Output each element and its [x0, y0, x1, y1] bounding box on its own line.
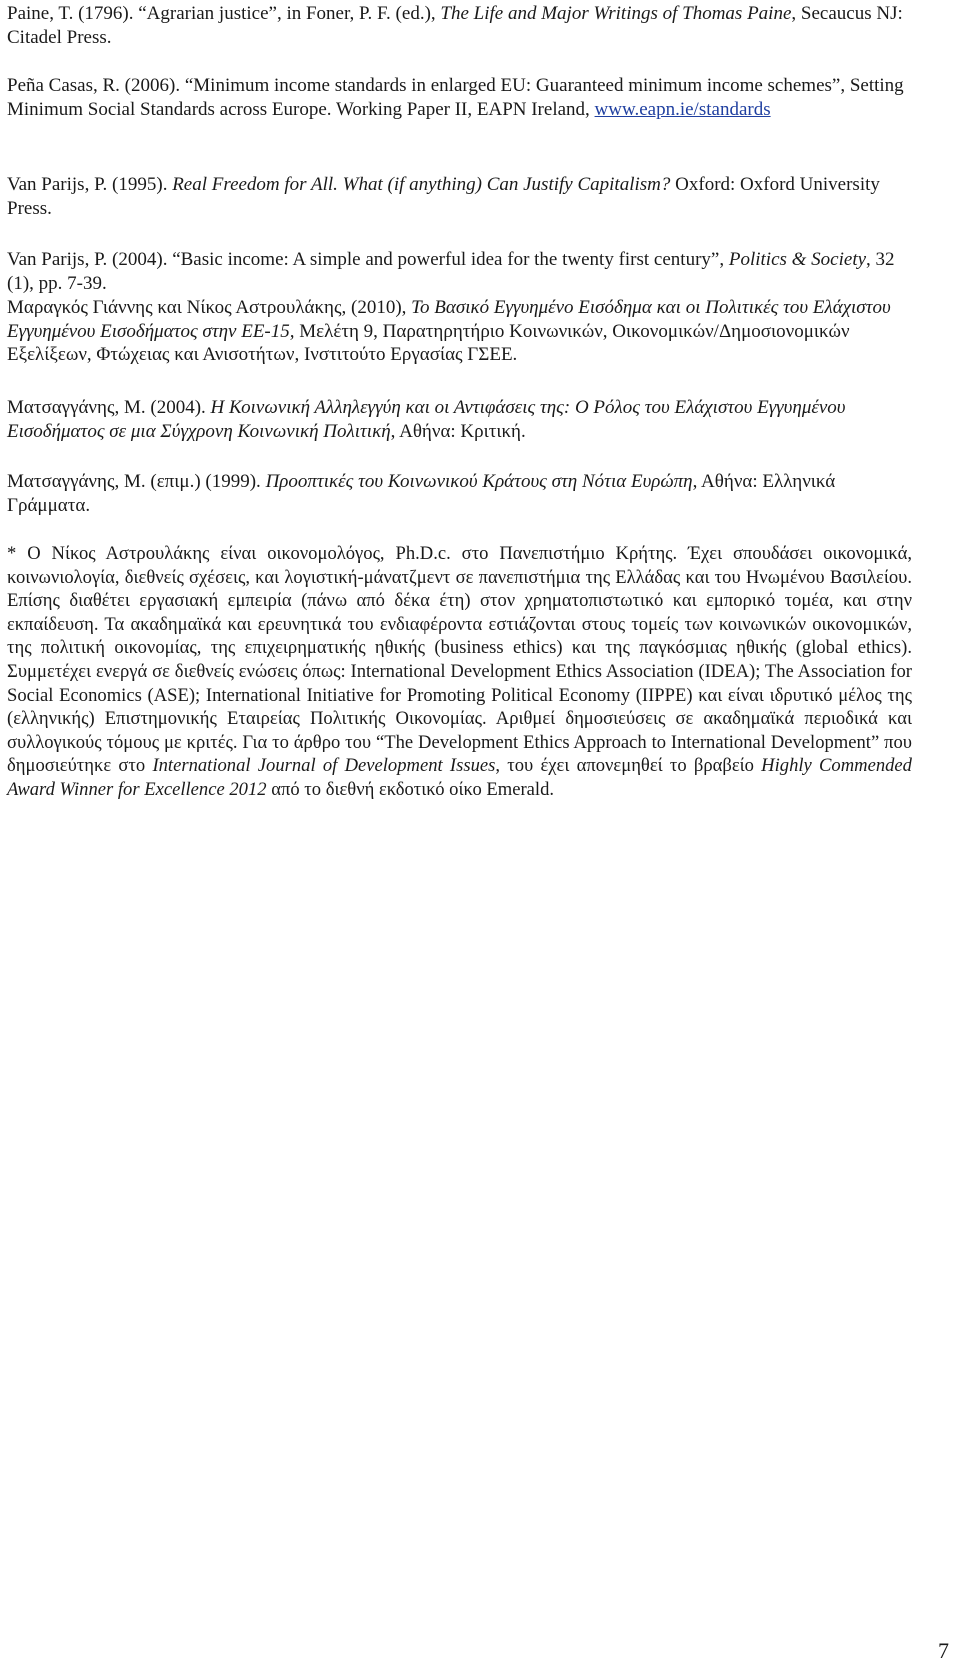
author-note-text: από το διεθνή εκδοτικό οίκο Emerald. — [266, 778, 555, 800]
reference-publisher: , Αθήνα: Ελληνικά Γράμματα. — [7, 471, 836, 516]
page-number: 7 — [938, 1638, 949, 1663]
reference-text: Van Parijs, P. (1995). — [7, 174, 173, 195]
author-note-text: , του έχει απονεμηθεί το βραβείο — [495, 755, 762, 777]
reference-publisher: , Αθήνα: Κριτική. — [390, 420, 526, 442]
author-note-award: Highly Commended Award Winner for Excellence 2012 — [7, 755, 912, 800]
reference-title: Η Κοινωνική Αλληλεγγύη και οι Αντιφάσεις της: Ο Ρόλος του Ελάχιστου Εγγυημένου Εισοδήματος σε μια Σύγχρονη Κοινωνική Πολιτική — [7, 397, 846, 442]
reference-volume: , 32 (1), pp. 7-39. — [7, 249, 895, 294]
author-note-text: * Ο Νίκος Αστρουλάκης είναι οικονομολόγος, Ph.D.c. στο Πανεπιστήμιο Κρήτης. Έχει σπουδάσει οικονομικά, κοινωνιολογία, διεθνείς σχέσεις, και λογιστική-μάνατζμεντ σε πανεπιστήμια της Ελλάδας και του Ηνωμένου Βασιλείου. Επίσης διαθέτει εργασιακή εμπειρία (πάνω από δέκα έτη) στον χρηματοπιστωτικό και εμπορικό τομέα, και στην εκπαίδευση. Τα ακαδημαϊκά και ερευνητικά του ενδιαφέροντα εστιάζονται στους τομείς των κοινωνικών οικονομικών, της πολιτική οικονομίας, της επιχειρηματικής ηθικής (business ethics) και της παγκόσμιας ηθικής (global ethics). Συμμετέχει ενεργά σε διεθνείς ενώσεις όπως: International Development Ethics Association (IDEA); The Association for Social Economics (ASE); International Initiative for Promoting Political Economy (IIPPE) και είναι ιδρυτικό μέλος της (ελληνικής) Επιστημονικής Εταιρείας Πολιτικής Οικονομίας. Αριθμεί δημοσιεύσεις σε ακαδημαϊκά περιοδικά και συλλογικούς τόμους με κριτές. Για το άρθρο του “The Development Ethics Approach to International Development” που δημοσιεύτηκε στο — [7, 543, 912, 777]
reference-matsaganis-1999 — [7, 470, 912, 517]
reference-link[interactable]: www.eapn.ie/standards — [594, 98, 771, 120]
author-note — [7, 542, 912, 802]
reference-publisher: Μελέτη 9, Παρατηρητήριο Κοινωνικών, Οικονομικών/Δημοσιονομικών Εξελίξεων, Φτώχειας και Ανισοτήτων, Ινστιτούτο Εργασίας ΓΣΕΕ. — [7, 320, 850, 365]
reference-van-parijs-2004 — [7, 248, 912, 295]
reference-text: Van Parijs, P. (2004). “Basic income: A simple and powerful idea for the twenty first century”, — [7, 249, 729, 270]
reference-text: Peña Casas, R. (2006). “Minimum income standards in enlarged EU: Guaranteed minimum income schemes”, Setting Minimum Social Standards across Europe. Working Paper II, EAPN Ireland, — [7, 75, 904, 120]
reference-title: Real Freedom for All. What (if anything) Can Justify Capitalism? — [172, 174, 671, 195]
reference-maragkos — [7, 296, 912, 367]
reference-title: Το Βασικό Εγγυημένο Εισόδημα και οι Πολιτικές του Ελάχιστου Εγγυημένου Εισοδήματος στην ΕΕ-15, — [7, 297, 891, 342]
reference-pena-casas — [7, 74, 912, 121]
reference-publisher: , Secaucus NJ: Citadel Press. — [7, 3, 903, 48]
reference-journal: Politics & Society — [728, 249, 867, 270]
reference-matsaganis-2004 — [7, 396, 912, 443]
reference-paine — [7, 2, 912, 49]
author-note-journal: International Journal of Development Issues — [152, 755, 496, 777]
reference-text: Μαραγκός Γιάννης και Νίκος Αστρουλάκης, (2010), — [7, 297, 412, 318]
reference-publisher: Oxford: Oxford University Press. — [7, 174, 880, 219]
reference-title: The Life and Major Writings of Thomas Paine — [440, 3, 792, 24]
reference-text: Ματσαγγάνης, Μ. (2004). — [7, 397, 211, 418]
reference-text: Ματσαγγάνης, Μ. (επιμ.) (1999). — [7, 471, 266, 492]
reference-title: Προοπτικές του Κοινωνικού Κράτους στη Νότια Ευρώπη — [265, 471, 693, 492]
reference-van-parijs-1995 — [7, 173, 912, 220]
reference-text: Paine, T. (1796). “Agrarian justice”, in Foner, P. F. (ed.), — [7, 3, 441, 24]
